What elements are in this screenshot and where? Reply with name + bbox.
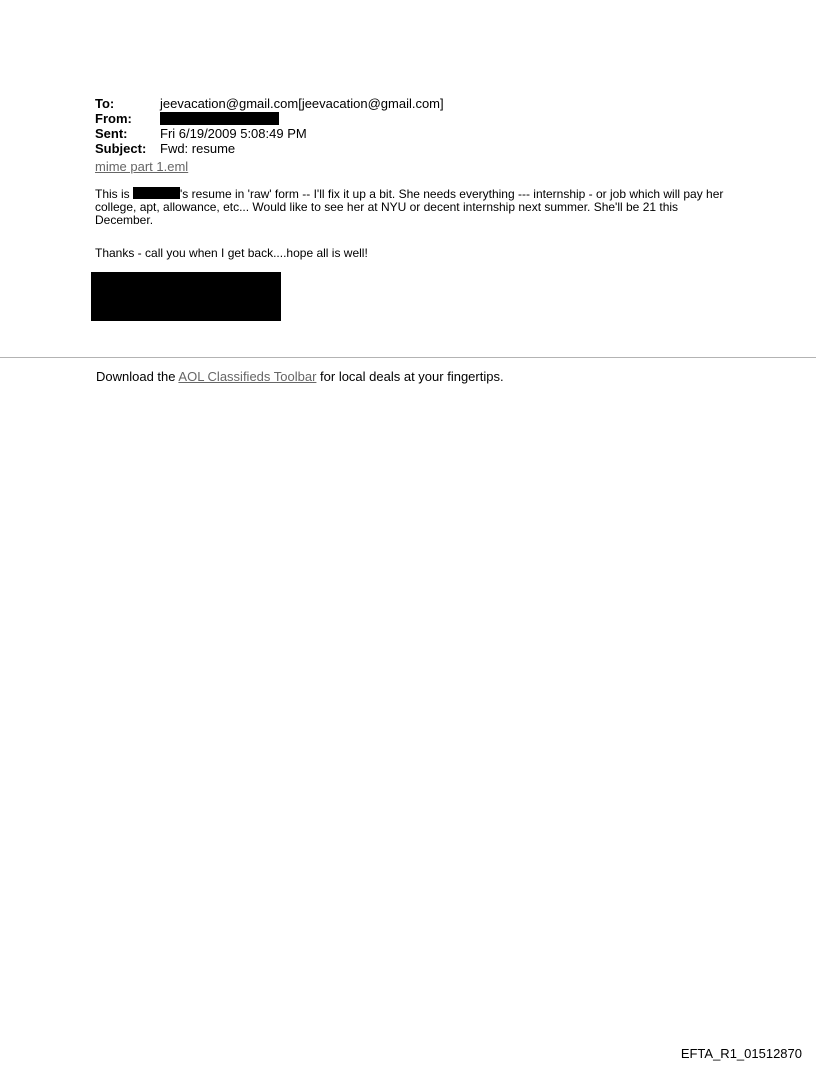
name-redaction	[133, 187, 180, 199]
signature-redaction	[91, 272, 281, 321]
body-paragraph-1-rest: 's resume in 'raw' form -- I'll fix it up a bit. She needs everything --- internship - or job which will pay her college, apt, allowance, etc... Would like to see her at NYU or decent internship next summer. She'll be 21 this December.	[95, 187, 724, 227]
body-paragraph-1	[95, 187, 735, 227]
divider	[0, 357, 816, 358]
attachment-link[interactable]: mime part 1.eml	[95, 159, 189, 174]
email-header	[95, 96, 444, 156]
subject-value: Fwd: resume	[160, 141, 236, 156]
subject-row	[95, 141, 444, 156]
to-row	[95, 96, 444, 111]
from-label: From:	[95, 111, 132, 126]
body-paragraph-1-start: This is	[95, 187, 134, 201]
footer-promo	[96, 369, 504, 384]
to-label: To:	[95, 96, 115, 111]
from-redaction	[160, 112, 279, 125]
footer-prefix: Download the	[96, 369, 179, 384]
to-value: jeevacation@gmail.com[jeevacation@gmail.com]	[160, 96, 444, 111]
body-paragraph-2: Thanks - call you when I get back....hope all is well!	[95, 246, 368, 260]
sent-label: Sent:	[95, 126, 128, 141]
aol-toolbar-link[interactable]: AOL Classifieds Toolbar	[178, 369, 317, 384]
sent-value: Fri 6/19/2009 5:08:49 PM	[160, 126, 307, 141]
footer-suffix: for local deals at your fingertips.	[316, 369, 504, 384]
subject-label: Subject:	[95, 141, 147, 156]
sent-row	[95, 126, 444, 141]
from-row	[95, 111, 444, 126]
bates-number: EFTA_R1_01512870	[680, 1046, 802, 1061]
